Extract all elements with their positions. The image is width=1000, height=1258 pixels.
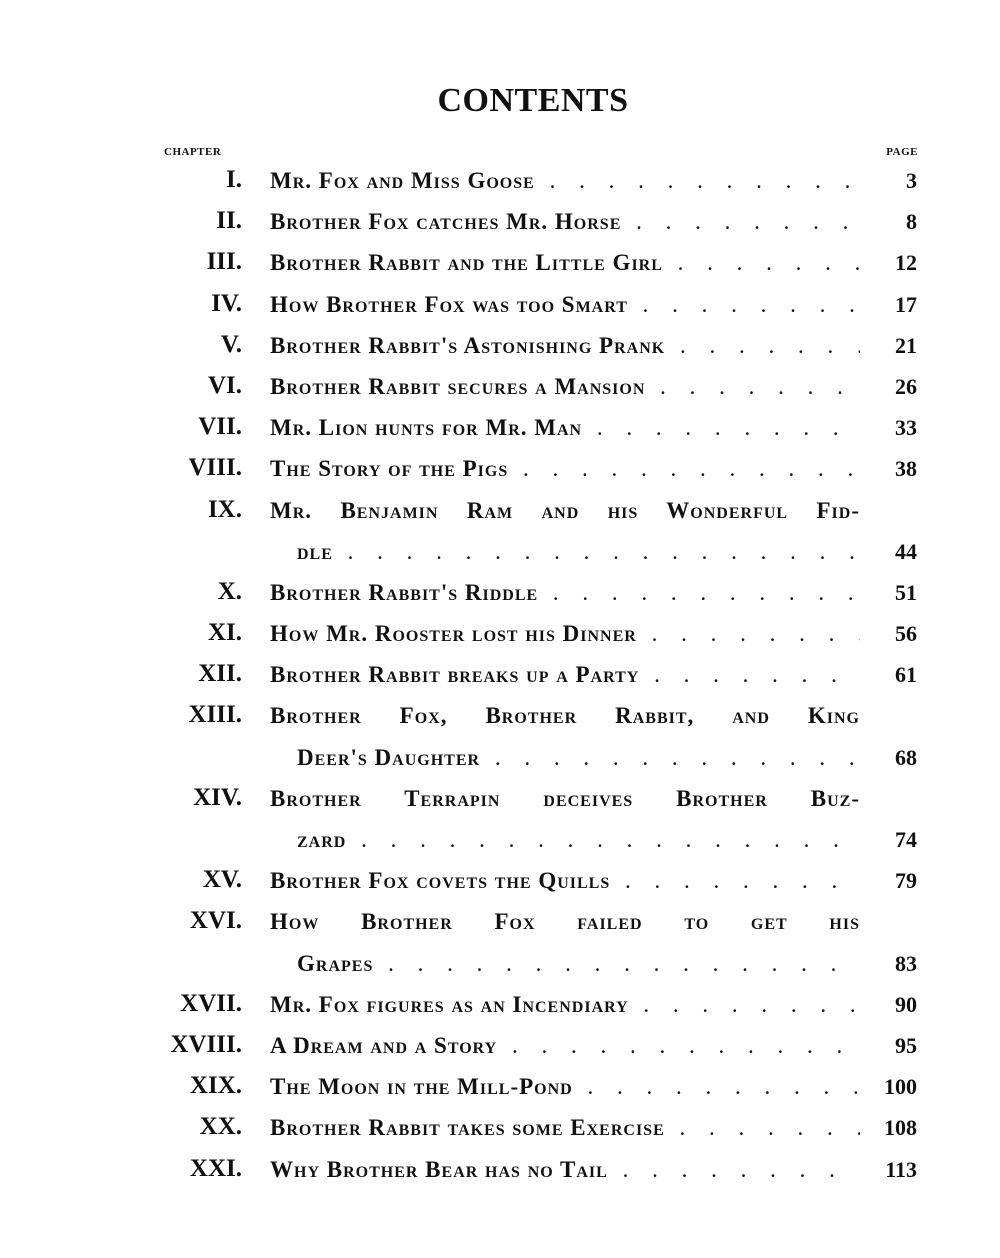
chapter-number: VIII. [188, 454, 242, 482]
list-item [0, 325, 1000, 366]
page-number: 74 [895, 827, 917, 852]
chapter-title: Brother Terrapin deceives Brother Buz- [270, 785, 860, 811]
page-number: 100 [884, 1074, 917, 1100]
page-number: 90 [895, 991, 917, 1017]
list-item-continuation [0, 819, 1000, 860]
chapter-number: XVII. [180, 989, 242, 1017]
chapter-title: Brother Rabbit's Riddle . . . [270, 580, 860, 606]
page-number: 38 [895, 456, 917, 482]
chapter-title: How Brother Fox failed to get his [270, 909, 860, 935]
list-item [0, 1025, 1000, 1066]
chapter-title: Mr. Lion hunts for Mr. Man . . . [270, 415, 860, 441]
chapter-title: The Moon in the Mill-Pond . . . [270, 1074, 860, 1100]
chapter-number: XV. [202, 866, 242, 894]
page-number: 51 [895, 579, 917, 605]
page-number: 44 [895, 538, 917, 564]
chapter-title: Brother Rabbit and the Little Girl . . . [270, 250, 860, 276]
chapter-title: Brother Fox catches Mr. Horse . . . [270, 209, 860, 235]
chapter-number: XIV. [193, 783, 242, 811]
list-item [0, 984, 1000, 1025]
list-item [0, 613, 1000, 654]
page-number: 95 [895, 1032, 917, 1058]
chapter-column-header: CHAPTER [164, 146, 222, 158]
chapter-title: Why Brother Bear has no Tail . . . [270, 1157, 860, 1183]
chapter-title: Brother Rabbit's Astonishing Prank . . . [270, 333, 860, 359]
list-item [0, 695, 1000, 736]
chapter-title: Mr. Fox and Miss Goose . . . [270, 168, 860, 194]
list-item [0, 201, 1000, 242]
chapter-number: IV. [211, 289, 242, 317]
page-number: 113 [885, 1156, 917, 1182]
list-item [0, 160, 1000, 201]
page-number: 26 [895, 373, 917, 399]
chapter-number: XXI. [189, 1154, 242, 1182]
chapter-number: XVIII. [170, 1030, 242, 1058]
chapter-number: I. [226, 166, 242, 193]
page-number: 68 [895, 744, 917, 770]
chapter-title: Brother Fox covets the Quills . . . [270, 868, 860, 894]
list-item-continuation [0, 943, 1000, 984]
list-item [0, 654, 1000, 695]
page-number: 108 [884, 1115, 917, 1141]
chapter-number: III. [206, 248, 242, 276]
chapter-number: VI. [207, 371, 242, 399]
chapter-title: How Brother Fox was too Smart . . . [270, 292, 860, 318]
chapter-number: XIX. [189, 1072, 242, 1100]
page-number: 33 [895, 415, 917, 441]
chapter-number: XVI. [189, 907, 242, 935]
list-item [0, 1107, 1000, 1148]
chapter-number: XII. [198, 660, 242, 688]
page-number: 79 [895, 868, 917, 894]
page-number: 17 [895, 291, 917, 317]
chapter-title: Brother Fox, Brother Rabbit, and King [270, 703, 860, 729]
page-number: 83 [895, 950, 917, 976]
page-number: 12 [895, 250, 917, 276]
chapter-title: The Story of the Pigs . . . [270, 456, 860, 482]
list-item [0, 242, 1000, 283]
chapter-number: II. [216, 207, 242, 235]
page-number: 3 [906, 168, 917, 193]
contents-list [0, 160, 1000, 1190]
list-item [0, 1149, 1000, 1190]
list-item-continuation [0, 531, 1000, 572]
list-item [0, 572, 1000, 613]
chapter-number: VII. [198, 413, 242, 441]
list-item [0, 366, 1000, 407]
page-column-header: PAGE [886, 146, 918, 158]
chapter-number: IX. [207, 495, 242, 523]
chapter-title-continued: zard . . . [297, 827, 860, 853]
chapter-title-continued: Grapes . . . [297, 951, 860, 977]
chapter-number: V. [220, 330, 242, 358]
chapter-number: XIII. [188, 701, 242, 729]
list-item [0, 778, 1000, 819]
chapter-title-continued: Deer's Daughter . . . [297, 745, 860, 771]
page-number: 21 [895, 332, 917, 358]
chapter-number: X. [217, 577, 242, 605]
list-item [0, 490, 1000, 531]
chapter-title-continued: dle . . . [297, 539, 860, 565]
chapter-title: Mr. Fox figures as an Incendiary . . . [270, 992, 860, 1018]
chapter-title: How Mr. Rooster lost his Dinner . . . [270, 621, 860, 647]
list-item-continuation [0, 737, 1000, 778]
page-number: 61 [895, 662, 917, 688]
chapter-title: Brother Rabbit secures a Mansion . . . [270, 374, 860, 400]
list-item [0, 901, 1000, 942]
page-number: 56 [895, 621, 917, 647]
chapter-title: Brother Rabbit breaks up a Party . . . [270, 662, 860, 688]
list-item [0, 1066, 1000, 1107]
page-number: 8 [906, 209, 917, 235]
chapter-title: A Dream and a Story . . . [270, 1033, 860, 1059]
list-item [0, 407, 1000, 448]
chapter-title: Brother Rabbit takes some Exercise . . . [270, 1115, 860, 1141]
list-item [0, 284, 1000, 325]
chapter-number: XI. [207, 619, 242, 647]
list-item [0, 448, 1000, 489]
chapter-number: XX. [199, 1113, 242, 1141]
chapter-title: Mr. Benjamin Ram and his Wonderful Fid- [270, 497, 860, 523]
list-item [0, 860, 1000, 901]
page-title: CONTENTS [437, 82, 629, 119]
